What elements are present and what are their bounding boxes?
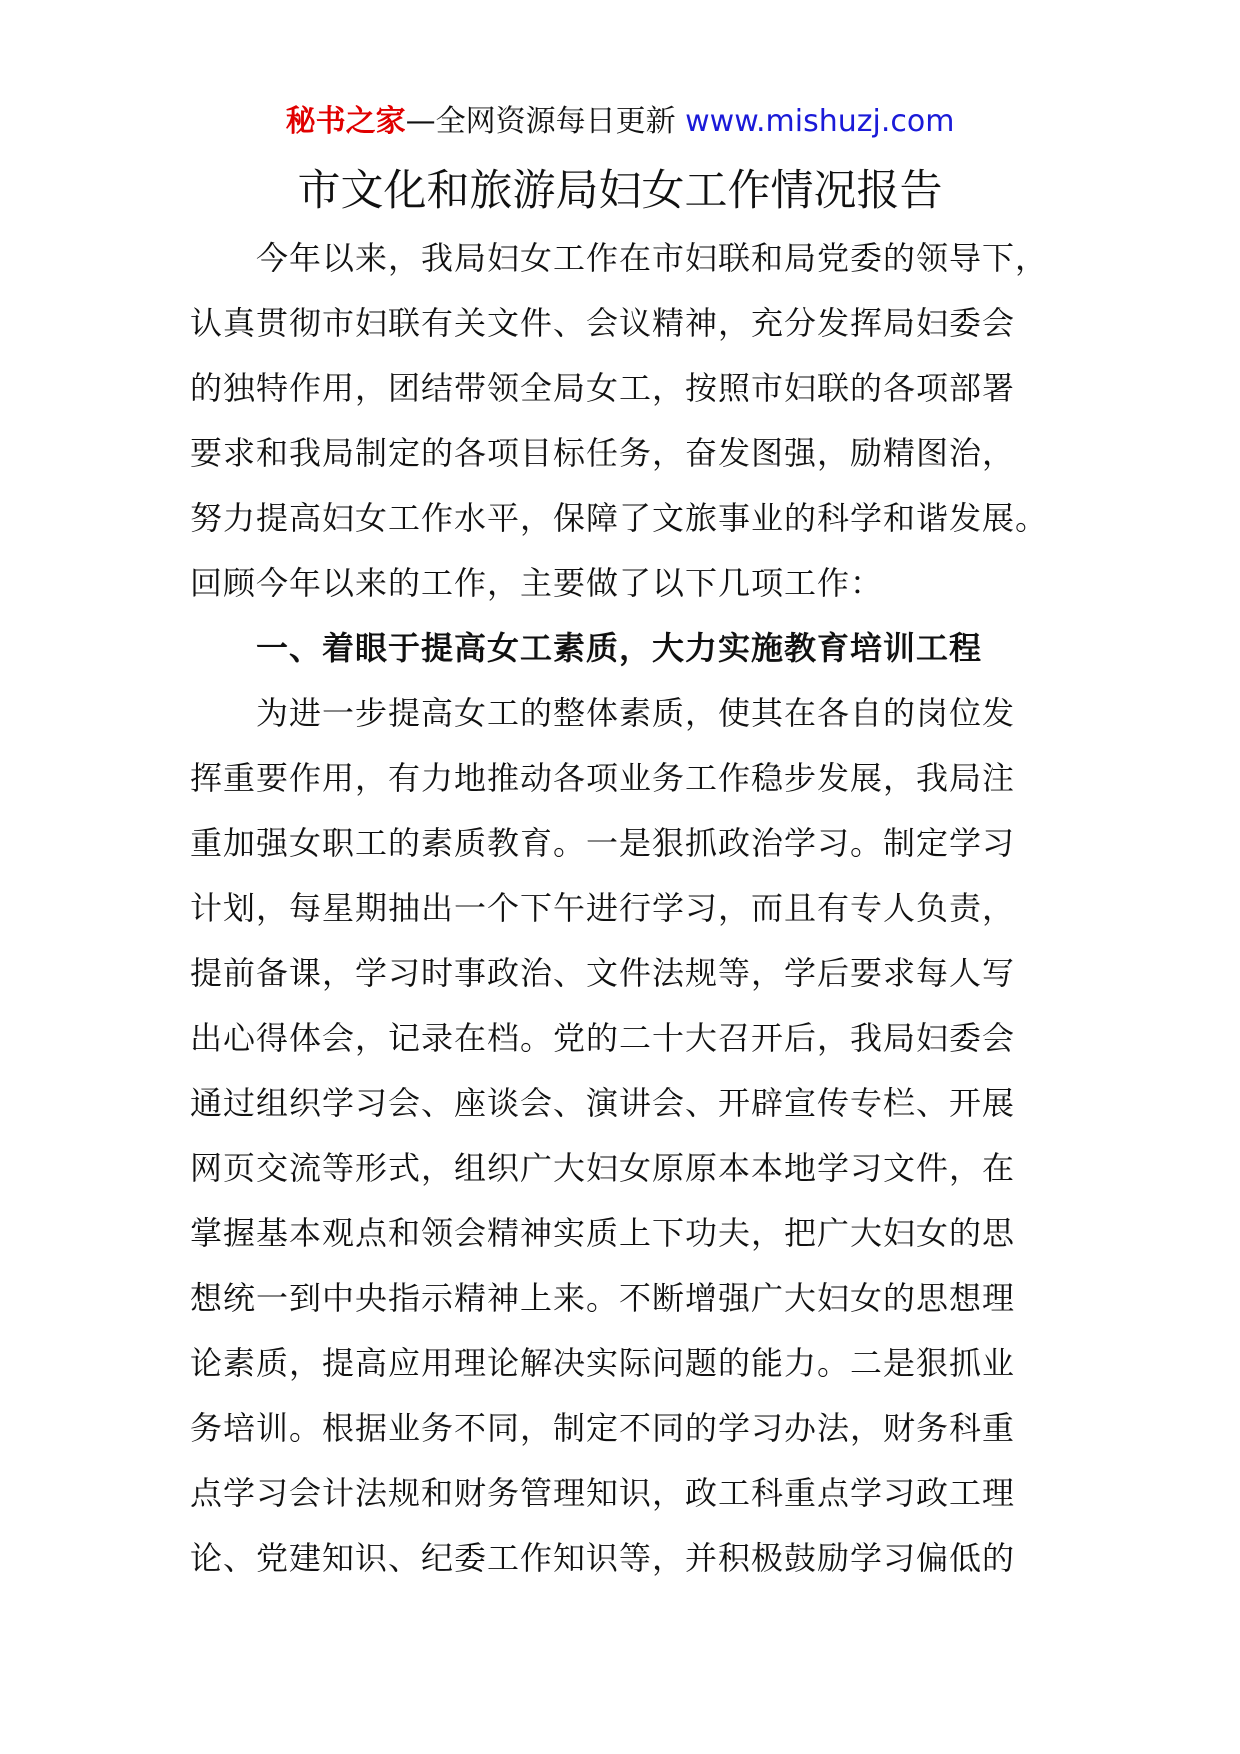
paragraph-line: 重加强女职工的素质教育。一是狠抓政治学习。制定学习 xyxy=(190,824,1016,862)
paragraph-line: 认真贯彻市妇联有关文件、会议精神，充分发挥局妇委会 xyxy=(190,304,1016,342)
paragraph-line: 出心得体会，记录在档。党的二十大召开后，我局妇委会 xyxy=(190,1019,1016,1057)
paragraph-line: 网页交流等形式，组织广大妇女原原本本地学习文件，在 xyxy=(190,1149,1016,1187)
paragraph-line: 要求和我局制定的各项目标任务，奋发图强，励精图治， xyxy=(190,434,1016,472)
paragraph-line: 想统一到中央指示精神上来。不断增强广大妇女的思想理 xyxy=(190,1279,1016,1317)
paragraph-line: 计划，每星期抽出一个下午进行学习，而且有专人负责， xyxy=(190,889,1016,927)
brand-name: 秘书之家 xyxy=(285,104,406,139)
paragraph-line: 挥重要作用，有力地推动各项业务工作稳步发展，我局注 xyxy=(190,759,1016,797)
document-title: 市文化和旅游局妇女工作情况报告 xyxy=(297,166,943,216)
paragraph-line: 论素质，提高应用理论解决实际问题的能力。二是狠抓业 xyxy=(190,1344,1016,1382)
header-tagline: —全网资源每日更新 xyxy=(405,104,676,139)
paragraph-line: 论、党建知识、纪委工作知识等，并积极鼓励学习偏低的 xyxy=(190,1539,1016,1577)
document-body xyxy=(190,226,1060,1591)
paragraph-line: 今年以来，我局妇女工作在市妇联和局党委的领导下， xyxy=(256,239,1049,277)
paragraph-line: 回顾今年以来的工作，主要做了以下几项工作： xyxy=(190,564,884,602)
paragraph-line: 努力提高妇女工作水平，保障了文旅事业的科学和谐发展。 xyxy=(190,499,1049,537)
site-url-link[interactable]: www.mishuzj.com xyxy=(685,104,955,139)
site-header xyxy=(0,100,1240,144)
paragraph-line: 提前备课，学习时事政治、文件法规等，学后要求每人写 xyxy=(190,954,1016,992)
paragraph-line: 通过组织学习会、座谈会、演讲会、开辟宣传专栏、开展 xyxy=(190,1084,1016,1122)
paragraph-line: 务培训。根据业务不同，制定不同的学习办法，财务科重 xyxy=(190,1409,1016,1447)
section-heading: 一、着眼于提高女工素质，大力实施教育培训工程 xyxy=(256,629,983,667)
paragraph-line: 为进一步提高女工的整体素质，使其在各自的岗位发 xyxy=(256,694,1016,732)
paragraph-line: 的独特作用，团结带领全局女工，按照市妇联的各项部署 xyxy=(190,369,1016,407)
paragraph-line: 点学习会计法规和财务管理知识，政工科重点学习政工理 xyxy=(190,1474,1016,1512)
paragraph-line: 掌握基本观点和领会精神实质上下功夫，把广大妇女的思 xyxy=(190,1214,1016,1252)
